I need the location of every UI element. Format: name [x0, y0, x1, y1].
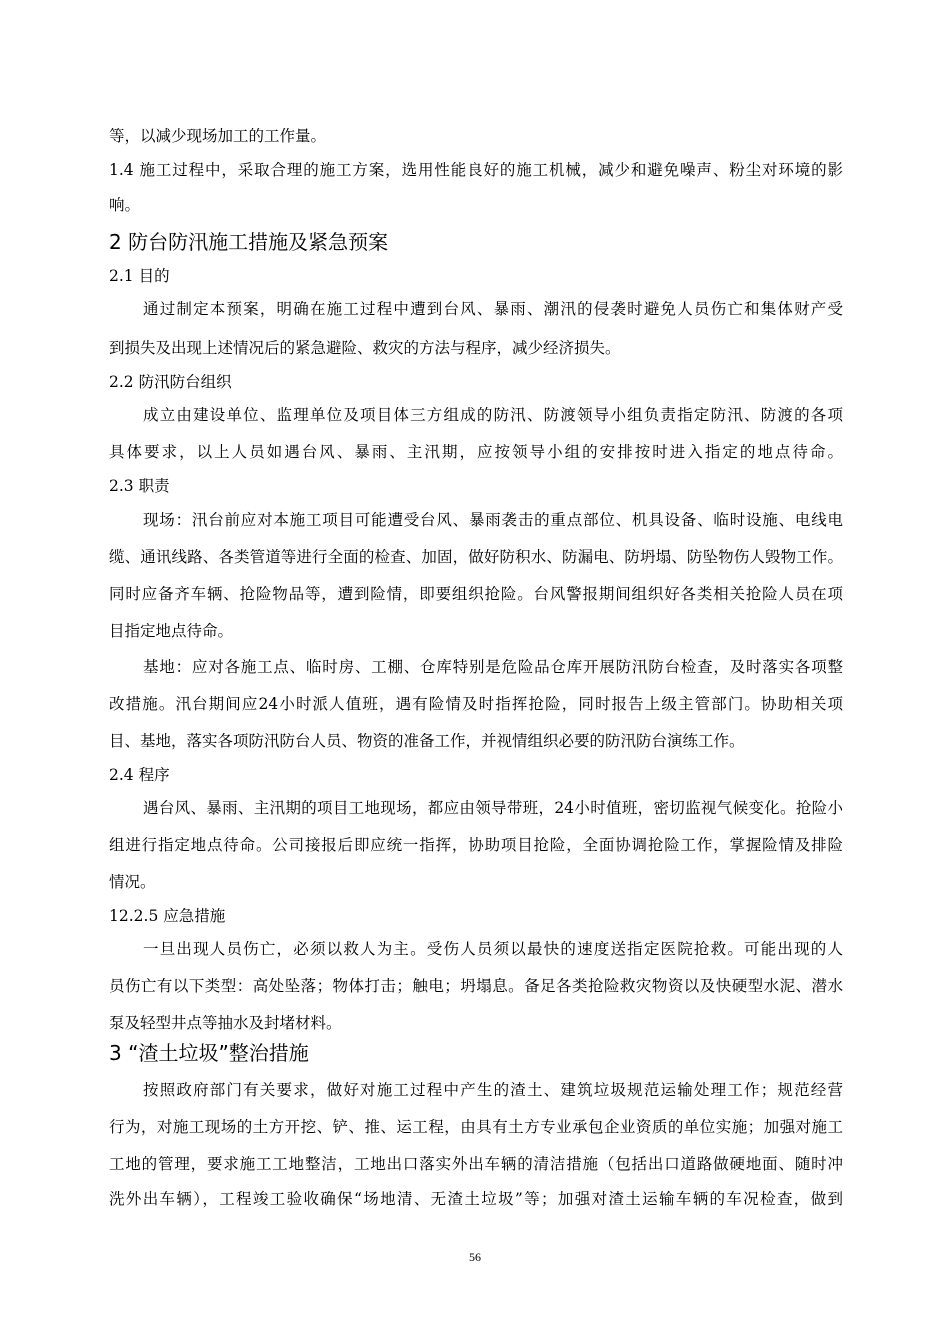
text-line: 基地：应对各施工点、临时房、工棚、仓库特别是危险品仓库开展防汛防台检查，及时落实各项整 — [143, 658, 843, 676]
subsection-heading: 2.4 程序 — [109, 766, 170, 784]
text-line: 通过制定本预案，明确在施工过程中遭到台风、暴雨、潮汛的侵袭时避免人员伤亡和集体财产受 — [143, 300, 843, 318]
text-line: 成立由建设单位、监理单位及项目体三方组成的防汛、防渡领导小组负责指定防汛、防渡的各项 — [143, 406, 843, 424]
section-heading: 3 “渣土垃圾”整治措施 — [109, 1041, 309, 1065]
text-line: 员伤亡有以下类型：高处坠落；物体打击；触电；坍塌息。备足各类抢险救灾物资以及快硬型水泥、潜水 — [109, 977, 843, 995]
text-line: 泵及轻型井点等抽水及封堵材料。 — [109, 1014, 342, 1032]
text-line: 等，以减少现场加工的工作量。 — [109, 127, 327, 145]
text-line: 具体要求，以上人员如遇台风、暴雨、主汛期，应按领导小组的安排按时进入指定的地点待命。 — [109, 443, 843, 461]
text-line: 同时应备齐车辆、抢险物品等，遭到险情，即要组织抢险。台风警报期间组织好各类相关抢险人员在项 — [109, 585, 843, 603]
text-line: 1.4 施工过程中，采取合理的施工方案，选用性能良好的施工机械，减少和避免噪声、粉尘对环境的影 — [109, 161, 843, 179]
subsection-heading: 2.2 防汛防台组织 — [109, 373, 232, 391]
text-line: 一旦出现人员伤亡，必须以救人为主。受伤人员须以最快的速度送指定医院抢救。可能出现的人 — [143, 940, 843, 958]
text-line: 洗外出车辆），工程竣工验收确保“场地清、无渣土垃圾”等；加强对渣土运输车辆的车况检查，做到 — [109, 1190, 843, 1208]
text-line: 到损失及出现上述情况后的紧急避险、救灾的方法与程序，减少经济损失。 — [109, 339, 621, 357]
section-heading: 2 防台防汛施工措施及紧急预案 — [109, 230, 389, 254]
subsection-heading: 12.2.5 应急措施 — [109, 907, 226, 925]
text-line: 改措施。汛台期间应24小时派人值班，遇有险情及时指挥抢险，同时报告上级主管部门。协助相关项 — [109, 695, 843, 713]
subsection-heading: 2.3 职责 — [109, 477, 170, 495]
text-line: 情况。 — [109, 873, 156, 891]
text-line: 响。 — [109, 196, 141, 214]
text-line: 行为，对施工现场的土方开挖、铲、推、运工程，由具有土方专业承包企业资质的单位实施；加强对施工 — [109, 1118, 843, 1136]
page-number: 56 — [469, 1250, 481, 1264]
text-line: 目、基地，落实各项防汛防台人员、物资的准备工作，并视情组织必要的防汛防台演练工作。 — [109, 732, 745, 750]
text-line: 按照政府部门有关要求，做好对施工过程中产生的渣土、建筑垃圾规范运输处理工作；规范经营 — [143, 1081, 843, 1099]
text-line: 目指定地点待命。 — [109, 622, 234, 640]
text-line: 缆、通讯线路、各类管道等进行全面的检查、加固，做好防积水、防漏电、防坍塌、防坠物伤人毁物工作。 — [109, 548, 843, 566]
text-line: 遇台风、暴雨、主汛期的项目工地现场，都应由领导带班，24小时值班，密切监视气候变化。抢险小 — [143, 799, 843, 817]
text-line: 工地的管理，要求施工工地整洁，工地出口落实外出车辆的清洁措施（包括出口道路做硬地面、随时冲 — [109, 1155, 843, 1173]
text-line: 组进行指定地点待命。公司接报后即应统一指挥，协助项目抢险，全面协调抢险工作，掌握险情及排险 — [109, 836, 843, 854]
text-line: 现场：汛台前应对本施工项目可能遭受台风、暴雨袭击的重点部位、机具设备、临时设施、电线电 — [143, 511, 843, 529]
subsection-heading: 2.1 目的 — [109, 267, 170, 285]
